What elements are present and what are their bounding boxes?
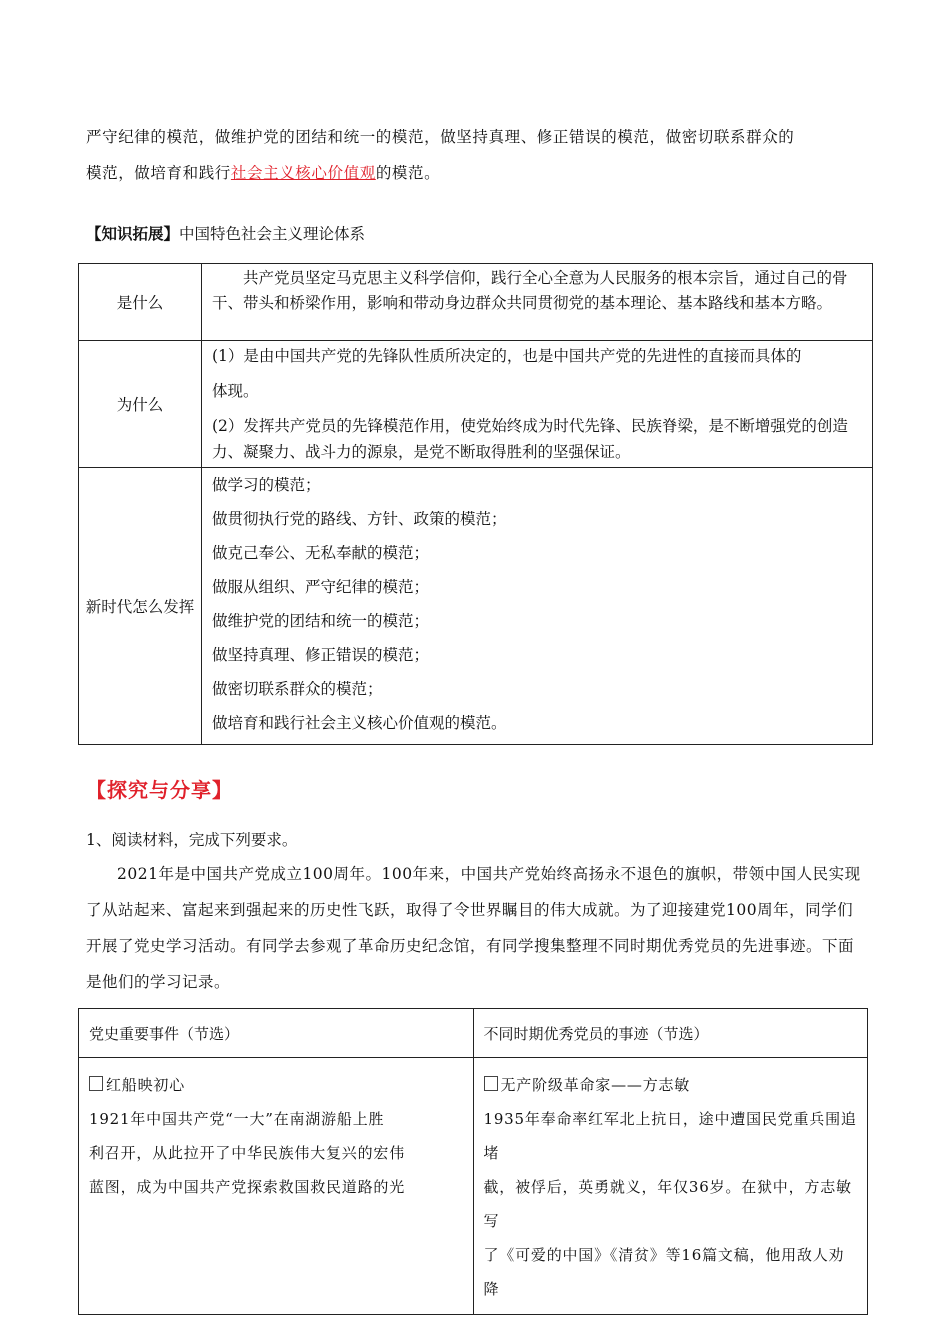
how-item: 做密切联系群众的模范； (212, 680, 383, 698)
left-cell (79, 1058, 474, 1315)
left-line: 1921年中国共产党“一大”在南湖游船上胜 (89, 1110, 385, 1128)
material-paragraph (86, 856, 866, 1000)
checkbox-icon (484, 1076, 498, 1091)
what-text: 共产党员坚定马克思主义科学信仰，践行全心全意为人民服务的根本宗旨，通过自己的骨干、带头和桥梁作用，影响和带动身边群众共同贯彻党的基本理论、基本路线和基本方略。 (212, 269, 848, 312)
row-body-what (202, 264, 873, 341)
material-text: 2021年是中国共产党成立100周年。100年来，中国共产党始终高扬永不退色的旗帜，带领中国人民实现了从站起来、富起来到强起来的历史性飞跃，取得了令世界瞩目的伟大成就。为了迎接建党100周年，同学们开展了党史学习活动。有同学去参观了革命历史纪念馆，有同学搜集整理不同时期优秀党员的先进事迹。下面是他们的学习记录。 (86, 865, 861, 991)
right-cell (473, 1058, 868, 1315)
row-head-how: 新时代怎么发挥 (79, 468, 202, 745)
right-title (484, 1068, 858, 1102)
why-point-1-cont: 体现。 (212, 382, 259, 400)
section-heading: 【探究与分享】 (86, 778, 233, 802)
right-line: 截，被俘后，英勇就义，年仅36岁。在狱中，方志敏写 (483, 1178, 852, 1230)
row-body-why (202, 341, 873, 468)
left-title-text: 红船映初心 (106, 1076, 186, 1094)
extension-title: 中国特色社会主义理论体系 (179, 225, 366, 243)
knowledge-extension-heading (86, 222, 365, 244)
how-item: 做维护党的团结和统一的模范； (212, 612, 430, 630)
study-record-table (78, 1008, 868, 1315)
intro-text-after: 的模范。 (375, 164, 441, 182)
why-point-2: (2）发挥共产党员的先锋模范作用，使党始终成为时代先锋、民族脊梁，是不断增强党的创造力、凝聚力、战斗力的源泉，是党不断取得胜利的坚强保证。 (212, 417, 848, 461)
table-row (79, 264, 873, 341)
intro-line-1: 严守纪律的模范，做维护党的团结和统一的模范，做坚持真理、修正错误的模范，做密切联系群众的 (86, 128, 795, 146)
how-item: 做学习的模范； (212, 476, 321, 494)
why-point-1: (1）是由中国共产党的先锋队性质所决定的，也是中国共产党的先进性的直接而具体的 (212, 347, 802, 365)
column-header: 党史重要事件（节选） (79, 1009, 474, 1058)
knowledge-table (78, 263, 873, 745)
how-item: 做克己奉公、无私奉献的模范； (212, 544, 430, 562)
table-row (79, 341, 873, 468)
how-item: 做贯彻执行党的路线、方针、政策的模范； (212, 510, 507, 528)
checkbox-icon (89, 1076, 103, 1091)
row-body-how (202, 468, 873, 745)
left-line: 利召开，从此拉开了中华民族伟大复兴的宏伟 (89, 1144, 406, 1162)
question-prompt: 1、阅读材料，完成下列要求。 (86, 831, 298, 849)
left-line: 蓝图，成为中国共产党探索救国救民道路的光 (89, 1178, 406, 1196)
extension-label: 【知识拓展】 (86, 225, 180, 243)
column-header: 不同时期优秀党员的事迹（节选） (473, 1009, 868, 1058)
intro-text-before: 模范，做培育和践行 (86, 164, 231, 182)
how-item: 做服从组织、严守纪律的模范； (212, 578, 430, 596)
intro-line-2 (86, 155, 866, 191)
table-row (79, 1058, 868, 1315)
row-head-why: 为什么 (79, 341, 202, 468)
table-header-row (79, 1009, 868, 1058)
row-head-what: 是什么 (79, 264, 202, 341)
how-item: 做培育和践行社会主义核心价值观的模范。 (212, 714, 507, 732)
right-line: 1935年奉命率红军北上抗日，途中遭国民党重兵围追堵 (483, 1110, 857, 1162)
right-title-text: 无产阶级革命家——方志敏 (500, 1076, 691, 1094)
table-row (79, 468, 873, 745)
core-values-link[interactable]: 社会主义核心价值观 (230, 164, 376, 182)
intro-paragraph (86, 119, 866, 191)
how-item: 做坚持真理、修正错误的模范； (212, 646, 430, 664)
right-line: 了《可爱的中国》《清贫》等16篇文稿，他用敌人劝降 (483, 1246, 845, 1298)
left-title (89, 1068, 463, 1102)
